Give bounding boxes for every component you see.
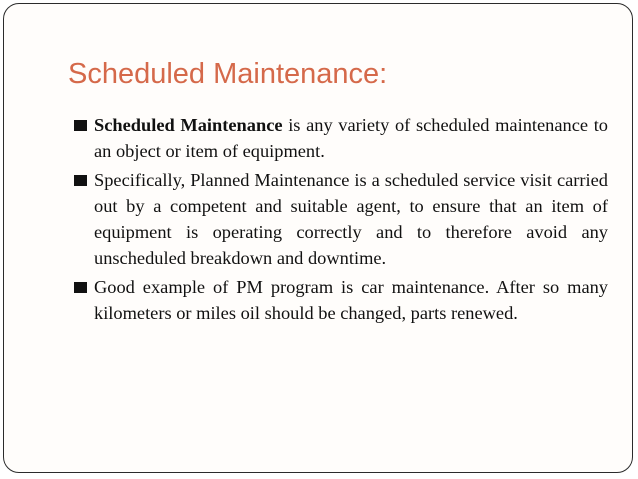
bullet-text: Good example of PM program is car maintenance. After so many kilometers or miles oil should be changed, parts renewed. [94, 277, 608, 323]
bullet-list [74, 112, 608, 329]
bullet-text: is any variety of scheduled maintenance to an object or item of equipment. [94, 115, 608, 161]
bullet-term: Scheduled Maintenance [94, 115, 283, 135]
bullet-text: Specifically, Planned Maintenance is a scheduled service visit carried out by a competent and suitable agent, to ensure that an item of equipment is operating correctly and to therefore avoid any unscheduled breakdown and downtime. [94, 170, 608, 268]
slide-title: Scheduled Maintenance: [68, 58, 388, 90]
slide [3, 3, 633, 473]
bullet-item [74, 112, 608, 164]
bullet-item [74, 274, 608, 326]
bullet-item [74, 167, 608, 271]
